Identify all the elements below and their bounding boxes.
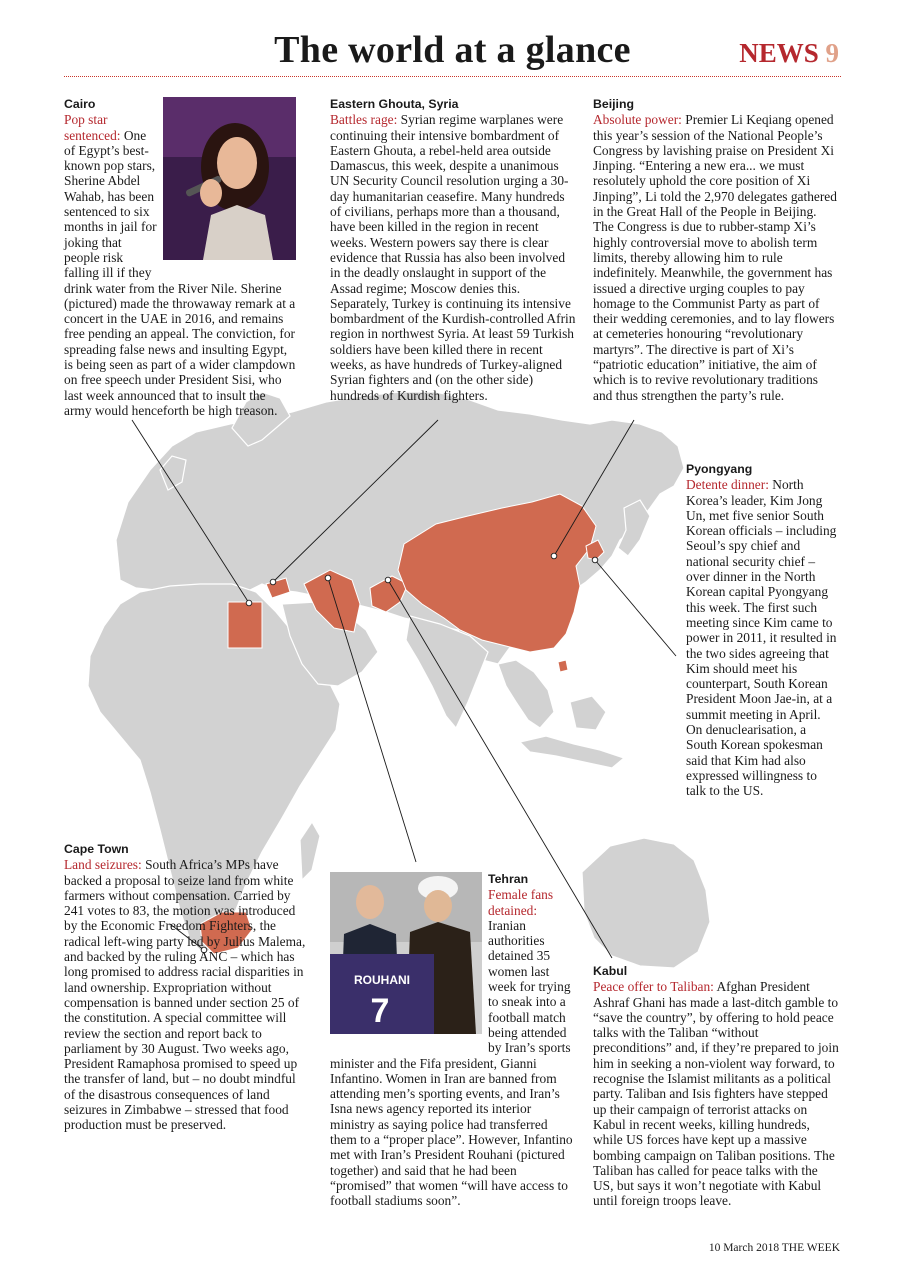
body-ghouta: Syrian regime warplanes were continuing their intensive bombardment of Eastern Ghouta, a rebel-held area outside Damascus, this week, despite a unanimous UN Security Council resolution urging a 30-day humanitarian ceasefire. Many hundreds of civilians, perhaps more than a thousand, have been killed in the region in recent weeks. Western powers say there is clear evidence that Russia has also been involved in the deadly onslaught in support of the Assad regime; Moscow denies this. Separately, Turkey is continuing its intensive bombardment of the Kurdish-controlled Afrin region in northwest Syria. At least 59 Turkish soldiers have been killed there in recent weeks, as have hundreds of Turkey-aligned Syrian fighters and (on the other side) hundreds of Kurdish fighters. [330, 112, 576, 403]
egypt-shape [228, 602, 262, 648]
marker-ghouta [270, 579, 276, 585]
story-beijing [593, 97, 839, 403]
marker-pyongyang [592, 557, 598, 563]
story-pyongyang [686, 462, 840, 799]
body-cairo: One of Egypt’s best-known pop stars, Sherine Abdel Wahab, has been sentenced to six months in jail for joking that people risk falling ill if they drink water from the River Nile. Sherine (pictured) made the throwaway remark at a concert in the UAE in 2016, and remains free pending an appeal. The conviction, for spreading false news and insulting Egypt, is being seen as part of a wider clampdown on free speech under President Sisi, who last week announced that to insult the army would henceforth be high treason. [64, 127, 296, 418]
place-beijing: Beijing [593, 97, 634, 111]
page-footer [709, 1242, 840, 1254]
marker-tehran [325, 575, 331, 581]
page-number: 9 [825, 38, 839, 68]
story-cairo [64, 97, 296, 418]
australia-landmass [582, 838, 710, 968]
southeast-asia-landmass [498, 660, 554, 728]
marker-beijing [551, 553, 557, 559]
place-kabul: Kabul [593, 964, 628, 978]
publication-name: THE WEEK [781, 1242, 840, 1254]
body-tehran: Iranian authorities detained 35 women last week for trying to sneak into a football match being attended by Iran’s sports minister and the Fifa president, Gianni Infantino. Women in Iran are banned from attending men’s sporting events, and Iran’s Isna news agency reported its interior ministry as saying police had transferred them to a “proper place”. However, Infantino met with Iran’s President Rouhani (pictured together) and said that he had been “promised” that women “will have access to football stadiums soon”. [330, 917, 573, 1209]
place-cairo: Cairo [64, 97, 96, 111]
marker-kabul [385, 577, 391, 583]
body-kabul: Afghan President Ashraf Ghani has made a last-ditch gamble to “save the country”, by offering to hold peace talks with the Taliban “without preconditions” and, if they’re prepared to join him in seeking a non-violent way forward, to recognise the Islamist militants as a political party. Taliban and Isis fighters have stepped up their campaign of terrorist attacks on Kabul in recent weeks, killing hundreds, while US forces have kept up a massive bombing campaign on Taliban positions. The Taliban has called for peace talks with the US, but says it won’t negotiate with Kabul until foreign troops leave. [593, 979, 839, 1209]
headline-cairo: Pop star sentenced: [64, 112, 121, 143]
headline-tehran: Female fans detained: [488, 887, 554, 918]
place-ghouta: Eastern Ghouta, Syria [330, 97, 459, 111]
headline-pyongyang: Detente dinner: [686, 477, 769, 493]
body-beijing: Premier Li Keqiang opened this year’s session of the National People’s Congress by lavishing praise on President Xi Jinping. “Entering a new era... we must resolutely uphold the core position of Xi Jinping”, Li told the 2,970 delegates gathered in the Great Hall of the People in Beijing. The Congress is due to rubber-stamp Xi’s highly controversial move to abolish term limits, thereby allowing him to rule indefinitely. Meanwhile, the government has issued a directive urging couples to pay homage to the Communist Party as part of their wedding ceremonies, and to lay flowers at cemeteries honouring “revolutionary martyrs”. The directive is part of Xi’s “patriotic education” initiative, the aim of which is to revive revolutionary traditions and thus strengthen the party’s rule. [593, 112, 837, 403]
shirt-number: 7 [370, 992, 390, 1030]
headline-kabul: Peace offer to Taliban: [593, 979, 714, 995]
headline-ghouta: Battles rage: [330, 112, 398, 128]
story-capetown [64, 842, 308, 1133]
page-title: The world at a glance [274, 29, 631, 71]
indonesia-islands [520, 736, 624, 768]
tehran-photo [330, 872, 482, 1034]
body-pyongyang: North Korea’s leader, Kim Jong Un, met five senior South Korean officials – including Seoul’s spy chief and national security chief – over dinner in the North Korean capital Pyongyang this week. The first such meeting since Kim came to power in 2011, it resulted in the two sides agreeing that Kim should meet his counterpart, South Korean President Moon Jae-in, at a summit meeting in April. On denuclearisation, a South Korean spokesman said that Kim had also expressed willingness to talk to the US. [686, 477, 837, 799]
hainan-shape [558, 660, 568, 672]
leader-line-pyongyang [595, 560, 676, 656]
singer-photo [163, 97, 296, 260]
body-capetown: South Africa’s MPs have backed a proposal to seize land from white farmers without compensation. Carried by 241 votes to 83, the motion was introduced by the Economic Freedom Fighters, the radical left-wing party led by Julius Malema, and backed by the ruling ANC – which has long promised to address racial disparities in land ownership. Expropriation without compensation is banned under section 25 of the constitution. A special committee will review the section and report back to parliament by 30 August. Two weeks ago, President Ramaphosa promised to speed up the transfer of land, but – no doubt mindful of the disastrous consequences of land seizures in Zimbabwe – stressed that food production must be preserved. [64, 857, 306, 1133]
story-tehran [330, 872, 576, 1209]
place-pyongyang: Pyongyang [686, 462, 753, 476]
leader-line-tehran [328, 578, 416, 862]
photo-sherine [163, 97, 296, 263]
story-kabul [593, 964, 839, 1209]
place-capetown: Cape Town [64, 842, 129, 856]
place-tehran: Tehran [488, 872, 529, 886]
marker-cairo [246, 600, 252, 606]
photo-infantino-rouhani [330, 872, 482, 1037]
section-name: NEWS [739, 38, 819, 68]
story-ghouta [330, 97, 576, 403]
issue-date: 10 March 2018 [708, 1242, 780, 1254]
headline-capetown: Land seizures: [64, 857, 142, 873]
shirt-name: ROUHANI [354, 973, 410, 987]
borneo-landmass [570, 696, 606, 730]
headline-beijing: Absolute power: [593, 112, 682, 128]
